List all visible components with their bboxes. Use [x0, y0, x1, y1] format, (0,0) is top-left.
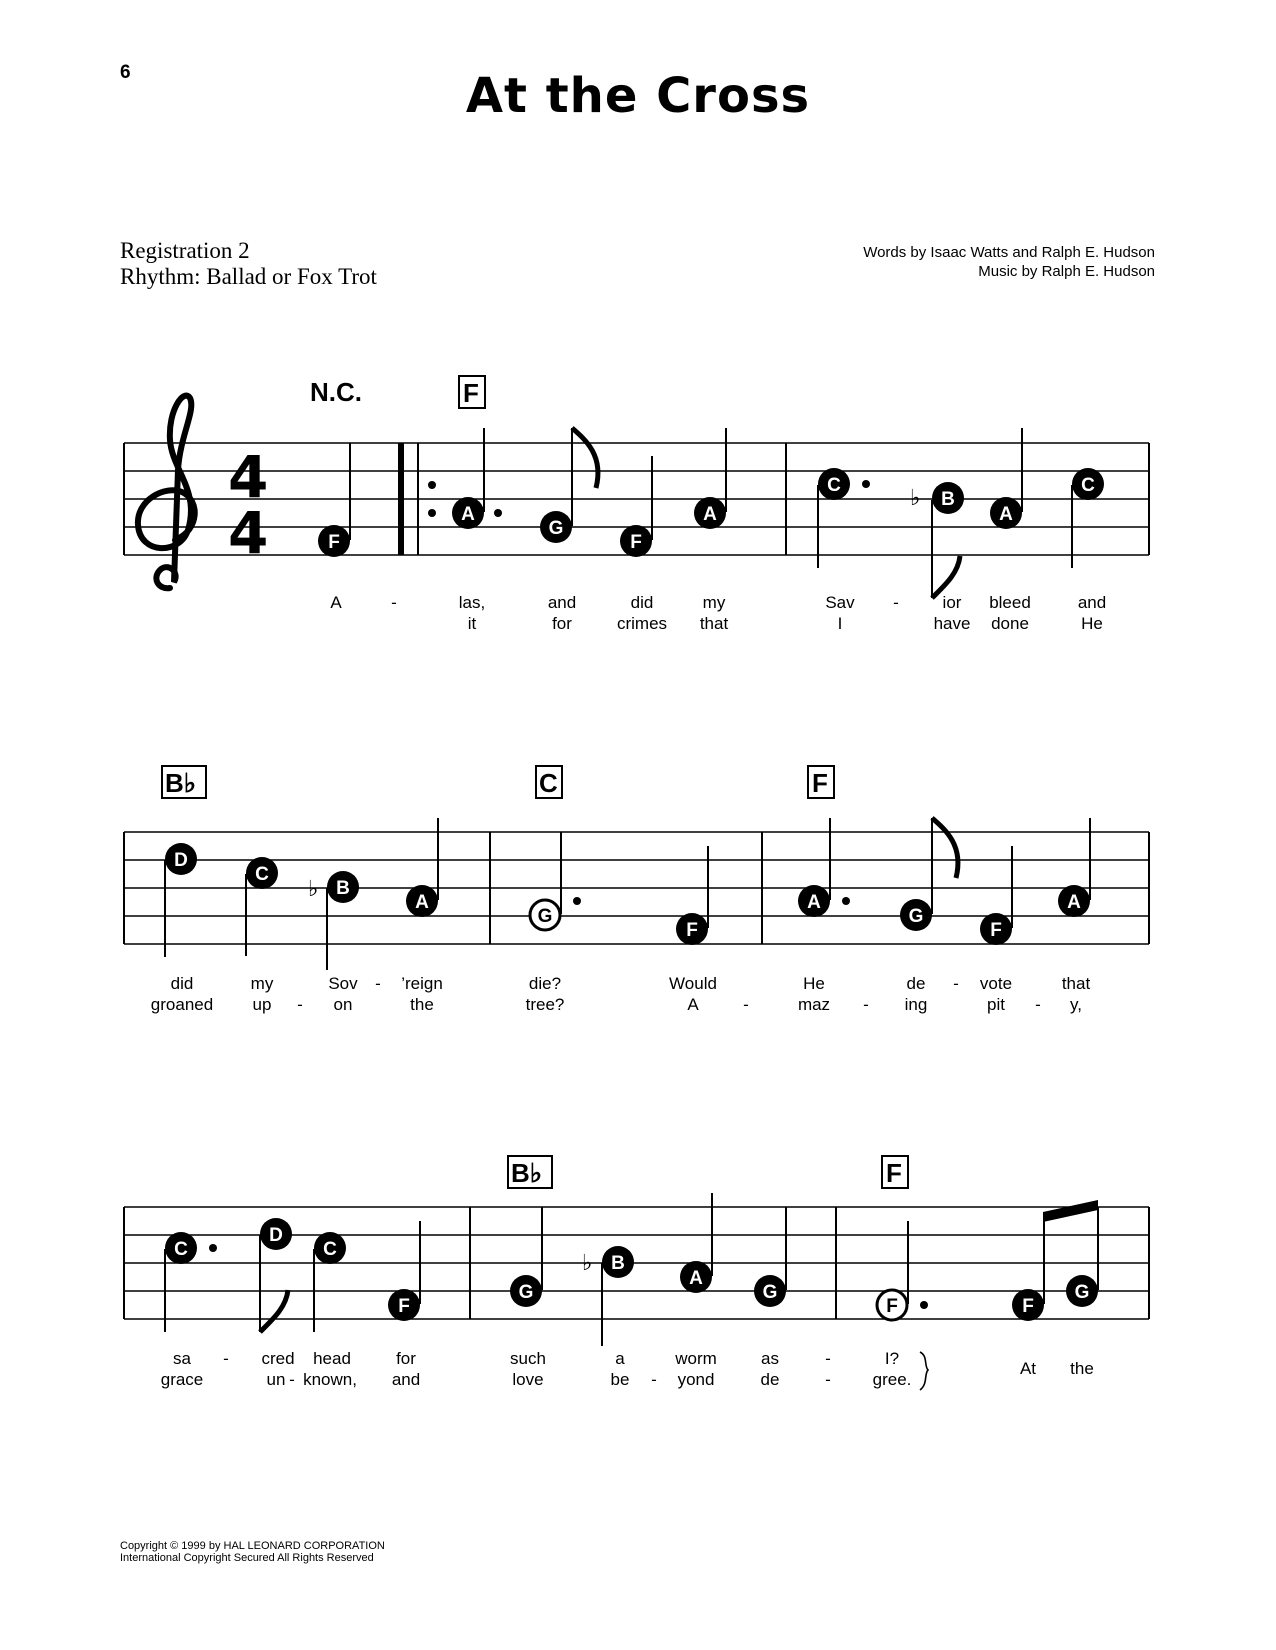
svg-text:A: A: [461, 504, 475, 525]
svg-text:and: and: [391, 1370, 421, 1389]
flat-icon: ♭: [582, 1251, 593, 1276]
note: [1066, 1207, 1098, 1307]
svg-text:have: have: [933, 614, 971, 633]
time-sig-bottom: 4: [228, 499, 269, 567]
svg-text:Sov: Sov: [328, 974, 358, 993]
svg-text:for: for: [552, 614, 572, 633]
svg-text:on: on: [333, 995, 353, 1014]
note: [818, 468, 870, 568]
time-sig-top: 4: [228, 443, 269, 511]
svg-text:that: that: [1061, 974, 1091, 993]
svg-text:-: -: [953, 974, 959, 993]
svg-text:F: F: [398, 1296, 410, 1317]
svg-text:D: D: [174, 850, 188, 871]
page-number: 6: [120, 62, 131, 83]
svg-text:-: -: [863, 995, 869, 1014]
svg-text:las,: las,: [458, 593, 486, 612]
svg-text:G: G: [548, 518, 564, 539]
svg-text:’reign: ’reign: [401, 974, 443, 993]
beam: [1043, 1200, 1098, 1222]
svg-text:He: He: [1081, 614, 1103, 633]
registration-label: Registration 2: [120, 238, 250, 263]
svg-text:-: -: [223, 1349, 229, 1368]
note: [910, 482, 964, 598]
brace: [920, 1352, 928, 1390]
svg-text:groaned: groaned: [150, 995, 214, 1014]
svg-text:pit: pit: [987, 995, 1005, 1014]
svg-text:B: B: [336, 878, 350, 899]
svg-text:G: G: [537, 906, 553, 927]
svg-text:tree?: tree?: [525, 995, 565, 1014]
svg-text:I: I: [837, 614, 843, 633]
svg-text:F: F: [328, 532, 340, 553]
note: [754, 1207, 786, 1307]
svg-text:A: A: [807, 892, 821, 913]
note: [246, 857, 278, 956]
svg-text:-: -: [743, 995, 749, 1014]
chord-f: [882, 1156, 908, 1188]
chord-nc: N.C.: [310, 377, 362, 407]
svg-text:C: C: [827, 475, 841, 496]
note: [582, 1246, 634, 1346]
svg-text:-: -: [391, 593, 397, 612]
svg-text:a: a: [615, 1349, 625, 1368]
svg-text:Would: Would: [669, 974, 717, 993]
svg-text:C: C: [323, 1239, 337, 1260]
svg-text:and: and: [547, 593, 577, 612]
svg-text:known,: known,: [303, 1370, 357, 1389]
svg-text:did: did: [630, 593, 654, 612]
svg-text:it: it: [467, 614, 477, 633]
svg-text:-: -: [825, 1349, 831, 1368]
svg-text:He: He: [803, 974, 825, 993]
note: [308, 871, 359, 970]
note: [406, 818, 438, 917]
copyright: [120, 1540, 385, 1564]
copyright-line-1: Copyright © 1999 by HAL LEONARD CORPORATION: [120, 1540, 385, 1552]
svg-text:bleed: bleed: [989, 593, 1031, 612]
note: [676, 846, 708, 945]
svg-text:A: A: [703, 504, 717, 525]
svg-text:de: de: [906, 974, 926, 993]
note: [165, 1232, 217, 1332]
note: [1072, 468, 1104, 568]
svg-text:B♭: B♭: [511, 1158, 543, 1188]
svg-text:y,: y,: [1070, 995, 1082, 1014]
note: [1058, 818, 1090, 917]
svg-text:G: G: [1074, 1282, 1090, 1303]
svg-text:-: -: [893, 593, 899, 612]
music-credit: Music by Ralph E. Hudson: [978, 263, 1155, 280]
lyrics-verse-1: [171, 974, 1091, 993]
svg-text:ing: ing: [904, 995, 928, 1014]
svg-text:ior: ior: [942, 593, 962, 612]
chord-c: [536, 766, 562, 798]
note-half: [877, 1221, 928, 1320]
svg-text:love: love: [512, 1370, 544, 1389]
svg-text:done: done: [991, 614, 1029, 633]
svg-text:G: G: [518, 1282, 534, 1303]
note: [314, 1232, 346, 1332]
lyrics-verse-2: [161, 1370, 912, 1389]
system-3: [124, 1156, 1149, 1390]
svg-text:my: my: [250, 974, 274, 993]
svg-text:sa: sa: [173, 1349, 191, 1368]
svg-text:did: did: [170, 974, 194, 993]
copyright-line-2: International Copyright Secured All Rights Reserved: [120, 1552, 374, 1564]
svg-text:F: F: [812, 768, 828, 798]
note: [680, 1193, 712, 1293]
svg-text:head: head: [313, 1349, 351, 1368]
song-title: At the Cross: [465, 68, 811, 124]
svg-text:C: C: [1081, 475, 1095, 496]
note: [980, 846, 1012, 945]
chord-b-flat: [162, 766, 206, 798]
svg-text:for: for: [396, 1349, 416, 1368]
svg-text:be: be: [610, 1370, 630, 1389]
svg-text:F: F: [1022, 1296, 1034, 1317]
svg-text:F: F: [886, 1158, 902, 1188]
svg-text:and: and: [1077, 593, 1107, 612]
svg-text:-: -: [651, 1370, 657, 1389]
note: [798, 818, 850, 917]
svg-text:up: up: [252, 995, 272, 1014]
svg-text:-: -: [825, 1370, 831, 1389]
svg-text:Sav: Sav: [825, 593, 855, 612]
svg-text:A: A: [415, 892, 429, 913]
svg-text:yond: yond: [677, 1370, 715, 1389]
note: [318, 443, 350, 557]
svg-text:I?: I?: [884, 1349, 900, 1368]
svg-text:the: the: [410, 995, 434, 1014]
svg-text:G: G: [908, 906, 924, 927]
svg-text:that: that: [699, 614, 729, 633]
lyrics-verse-2: [468, 614, 1103, 633]
note: [540, 428, 598, 543]
svg-text:-: -: [297, 995, 303, 1014]
svg-text:as: as: [761, 1349, 779, 1368]
svg-text:such: such: [510, 1349, 546, 1368]
svg-text:gree.: gree.: [872, 1370, 912, 1389]
svg-text:F: F: [463, 378, 479, 408]
rhythm-label: Rhythm: Ballad or Fox Trot: [120, 264, 377, 289]
note: [165, 843, 197, 957]
flat-icon: ♭: [308, 877, 319, 902]
repeat-dot: [428, 509, 436, 517]
svg-text:A: A: [687, 995, 699, 1014]
svg-text:A: A: [1067, 892, 1081, 913]
note: [510, 1207, 542, 1307]
svg-text:F: F: [886, 1296, 898, 1317]
svg-text:maz: maz: [797, 995, 831, 1014]
repeat-thick-barline: [398, 443, 404, 555]
svg-text:C: C: [174, 1239, 188, 1260]
svg-text:At: At: [1019, 1359, 1037, 1378]
svg-text:F: F: [630, 532, 642, 553]
svg-text:-: -: [289, 1370, 295, 1389]
chord-f: [459, 376, 485, 408]
svg-text:cred: cred: [261, 1349, 295, 1368]
system-1: [124, 376, 1149, 633]
svg-text:the: the: [1070, 1359, 1094, 1378]
flat-icon: ♭: [910, 486, 921, 511]
note: [260, 1218, 292, 1332]
svg-text:A: A: [689, 1268, 703, 1289]
svg-text:C: C: [255, 864, 269, 885]
note: [900, 818, 958, 931]
svg-text:de: de: [760, 1370, 780, 1389]
svg-text:crimes: crimes: [616, 614, 668, 633]
lyrics-verse-2: [151, 995, 1082, 1014]
svg-text:F: F: [990, 920, 1002, 941]
svg-text:my: my: [702, 593, 726, 612]
svg-text:A: A: [330, 593, 342, 612]
svg-text:vote: vote: [979, 974, 1013, 993]
system-2: [124, 766, 1149, 1014]
svg-text:-: -: [375, 974, 381, 993]
words-credit: Words by Isaac Watts and Ralph E. Hudson: [863, 244, 1155, 261]
svg-text:C: C: [539, 768, 558, 798]
chord-f: [808, 766, 834, 798]
svg-text:A: A: [999, 504, 1013, 525]
repeat-dot: [428, 481, 436, 489]
svg-text:B♭: B♭: [165, 768, 197, 798]
svg-text:un: un: [266, 1370, 286, 1389]
lyrics-verse-1: [330, 593, 1106, 612]
svg-text:G: G: [762, 1282, 778, 1303]
treble-clef-icon: [138, 396, 195, 589]
svg-text:die?: die?: [528, 974, 562, 993]
svg-text:B: B: [611, 1253, 625, 1274]
svg-text:F: F: [686, 920, 698, 941]
svg-text:D: D: [269, 1225, 283, 1246]
note: [1012, 1221, 1044, 1321]
svg-text:B: B: [941, 489, 955, 510]
svg-text:worm: worm: [675, 1349, 717, 1368]
svg-text:-: -: [1035, 995, 1041, 1014]
note: [388, 1221, 420, 1321]
chord-b-flat: [508, 1156, 552, 1188]
svg-text:grace: grace: [160, 1370, 204, 1389]
